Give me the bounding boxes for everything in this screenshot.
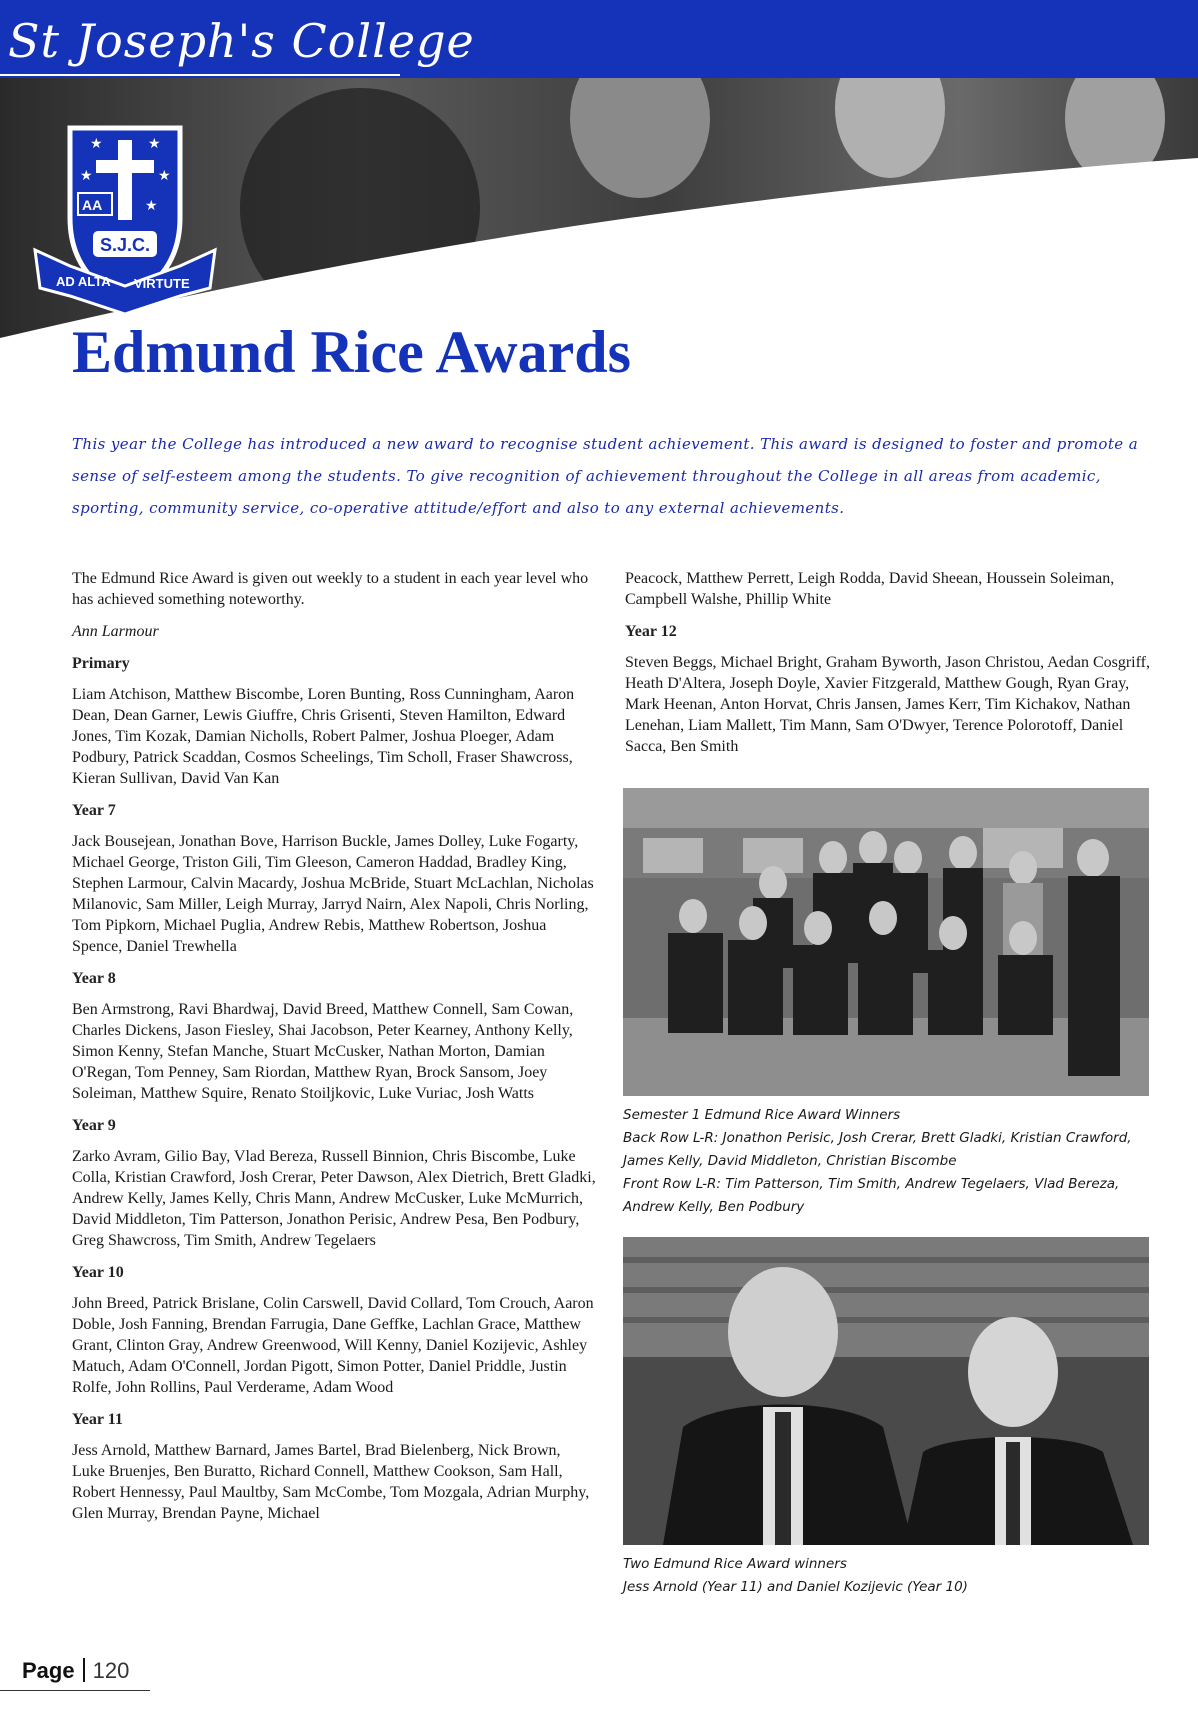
page-label: Page — [22, 1658, 75, 1683]
svg-text:AA: AA — [82, 197, 103, 213]
caption-line: Back Row L-R: Jonathon Perisic, Josh Crerar, Brett Gladki, Kristian Crawford, — [623, 1130, 1132, 1146]
svg-text:★: ★ — [90, 137, 103, 152]
caption-line: James Kelly, David Middleton, Christian Biscombe — [623, 1153, 957, 1169]
footer-rule — [0, 1690, 150, 1691]
footer-separator — [83, 1658, 85, 1682]
caption-line: Jess Arnold (Year 11) and Daniel Kozijevic (Year 10) — [623, 1579, 968, 1595]
section-heading-year8: Year 8 — [72, 970, 116, 987]
caption-line: Two Edmund Rice Award winners — [623, 1556, 847, 1572]
svg-text:★: ★ — [145, 199, 158, 214]
names-year10: John Breed, Patrick Brislane, Colin Carswell, David Collard, Tom Crouch, Aaron Doble, Josh Fanning, Brendan Farrugia, Dane Geffke, Lachlan Grace, Matthew Grant, Clinton Gray, Andrew Greenwood, Will Kenny, Daniel Kozijevic, Ashley Matuch, Adam O'Connell, Jordan Pigott, Simon Potter, Daniel Priddle, Justin Rolfe, John Rollins, Paul Verderame, Adam Wood — [72, 1295, 594, 1396]
names-year7: Jack Bousejean, Jonathan Bove, Harrison Buckle, James Dolley, Luke Fogarty, Michael George, Triston Gili, Tim Gleeson, Cameron Haddad, Bradley King, Stephen Larmour, Calvin Macardy, Joshua McBride, Stuart McLachlan, Nicholas Milanovic, Sam Miller, Leigh Murray, Jarryd Nairn, Alex Napoli, Chris Norling, Tom Pipkorn, Michael Puglia, Andrew Rebis, Matthew Robertson, Joshua Spence, Daniel Trewhella — [72, 833, 594, 955]
college-name: St Joseph's College — [8, 14, 475, 68]
group-photo — [623, 788, 1149, 1096]
names-year8: Ben Armstrong, Ravi Bhardwaj, David Breed, Matthew Connell, Sam Cowan, Charles Dickens, Jason Fiesley, Shai Jacobson, Peter Kearney, Anthony Kelly, Simon Kenny, Stefan Manche, Stuart McCusker, Nathan Morton, Damian O'Regan, Tom Penney, Sam Riordan, Matthew Ryan, Brock Sansom, Joey Soleiman, Matthew Squire, Renato Stoiljkovic, Luke Vuriac, Josh Watts — [72, 1001, 574, 1102]
section-heading-year9: Year 9 — [72, 1117, 116, 1134]
names-primary: Liam Atchison, Matthew Biscombe, Loren Bunting, Ross Cunningham, Aaron Dean, Dean Garner, Lewis Giuffre, Chris Grisenti, Steven Hamilton, Edward Jones, Tim Kozak, Damian Nicholls, Robert Palmer, Joshua Ploeger, Adam Podbury, Patrick Scaddan, Cosmos Scheelings, Tim Scholl, Fraser Shawcross, Kieran Sullivan, David Van Kan — [72, 686, 575, 787]
svg-text:★: ★ — [80, 169, 93, 184]
page-title: Edmund Rice Awards — [72, 319, 631, 385]
caption-line: Semester 1 Edmund Rice Award Winners — [623, 1107, 901, 1123]
author-byline: Ann Larmour — [72, 623, 159, 640]
intro-paragraph: This year the College has introduced a new award to recognise student achievement. This award is designed to foster and promote a sense of self-esteem among the students. To give recognition of achievement throughout the College in all areas from academic, sporting, community service, co-operative attitude/effort and also to any external achievements. — [72, 435, 1139, 517]
names-year9: Zarko Avram, Gilio Bay, Vlad Bereza, Russell Binnion, Chris Biscombe, Luke Colla, Kristian Crawford, Josh Crerar, Peter Dawson, Alex Dietrich, Brett Gladki, Andrew Kelly, James Kelly, Chris Mann, Andrew McCusker, Luke McMurrich, David Middleton, Tim Patterson, Jonathon Perisic, Andrew Pesa, Ben Podbury, Greg Shawcross, Tim Smith, Andrew Tegelaers — [72, 1148, 596, 1249]
names-year11-continued: Peacock, Matthew Perrett, Leigh Rodda, David Sheean, Houssein Soleiman, Campbell Walshe, Phillip White — [625, 570, 1115, 608]
section-heading-year7: Year 7 — [72, 802, 116, 819]
caption-line: Andrew Kelly, Ben Podbury — [623, 1199, 805, 1215]
svg-text:VIRTUTE: VIRTUTE — [134, 276, 190, 291]
college-crest — [30, 118, 220, 318]
left-column — [72, 568, 597, 1535]
svg-text:★: ★ — [148, 137, 161, 152]
svg-text:★: ★ — [158, 169, 171, 184]
names-year11: Jess Arnold, Matthew Barnard, James Bartel, Brad Bielenberg, Nick Brown, Luke Bruenjes, Ben Buratto, Richard Connell, Matthew Cookson, Sam Hall, Robert Hennessy, Paul Maultby, Sam McCombe, Tom Mozgala, Adrian Murphy, Glen Murray, Brendan Payne, Michael — [72, 1442, 590, 1522]
banner-underline — [0, 74, 400, 76]
names-year12: Steven Beggs, Michael Bright, Graham Byworth, Jason Christou, Aedan Cosgriff, Heath D'Altera, Joseph Doyle, Xavier Fitzgerald, Matthew Gough, Ryan Gray, Mark Heenan, Anton Horvat, Chris Jansen, James Kerr, Tim Kichakov, Nathan Lenehan, Liam Mallett, Tim Mann, Sam O'Dwyer, Terence Polorotoff, Daniel Sacca, Ben Smith — [625, 654, 1150, 755]
pair-photo-caption — [623, 1553, 1163, 1599]
section-heading-year11: Year 11 — [72, 1411, 123, 1428]
lead-paragraph: The Edmund Rice Award is given out weekly to a student in each year level who has achieved something noteworthy. — [72, 570, 589, 608]
right-column — [625, 568, 1150, 768]
group-photo-caption — [623, 1104, 1163, 1219]
caption-line: Front Row L-R: Tim Patterson, Tim Smith, Andrew Tegelaers, Vlad Bereza, — [623, 1176, 1120, 1192]
page-number: 120 — [92, 1658, 130, 1683]
header-banner — [0, 0, 1198, 78]
section-heading-year10: Year 10 — [72, 1264, 124, 1281]
section-heading-primary: Primary — [72, 655, 130, 672]
page-footer — [22, 1655, 129, 1687]
pair-photo — [623, 1237, 1149, 1545]
section-heading-year12: Year 12 — [625, 623, 677, 640]
svg-text:AD ALTA: AD ALTA — [56, 274, 111, 289]
svg-text:S.J.C.: S.J.C. — [100, 235, 151, 255]
